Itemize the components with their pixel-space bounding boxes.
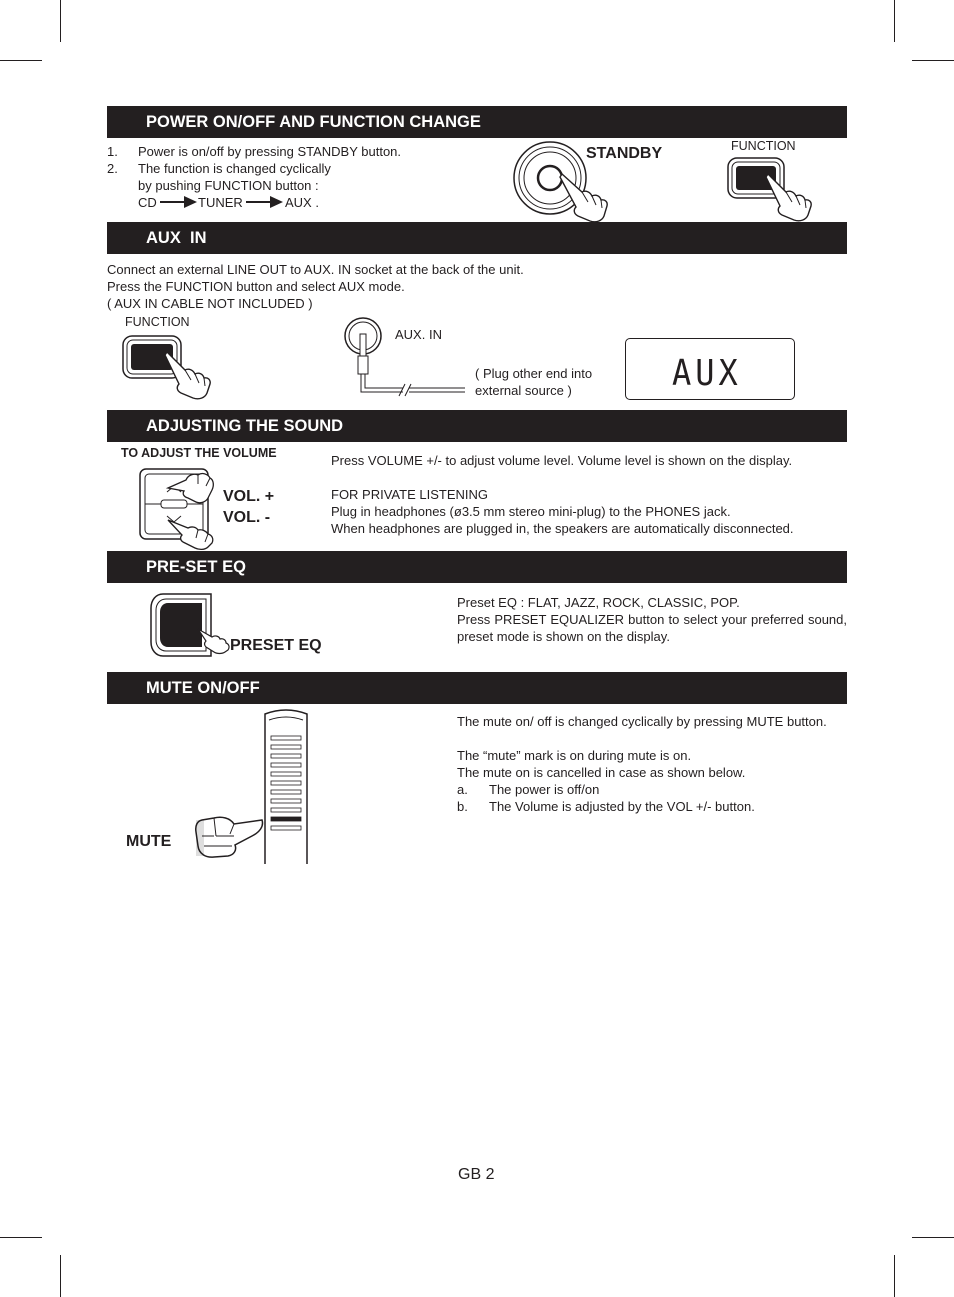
preset-eq-label: PRESET EQ [230,637,322,654]
pointing-hand-icon [194,812,264,862]
remote-key[interactable] [271,799,301,803]
sound-line: Plug in headphones (ø3.5 mm stereo mini-plug) to the PHONES jack. [331,504,731,519]
list-letter: a. [457,782,468,797]
sound-line: Press VOLUME +/- to adjust volume level. Volume level is shown on the display. [331,453,793,468]
list-text: Power is on/off by pressing STANDBY button. [138,144,402,159]
remote-key[interactable] [271,826,301,830]
cycle-item-cd: CD [138,195,157,210]
aux-in-label: AUX. IN [395,327,442,342]
section-header-power: POWER ON/OFF AND FUNCTION CHANGE [107,106,847,138]
crop-mark [60,1255,61,1297]
mute-key[interactable] [271,817,301,821]
remote-key[interactable] [271,754,301,758]
pointing-hand-icon [168,472,214,506]
volume-subheading: TO ADJUST THE VOLUME [121,446,277,460]
pointing-hand-icon [165,350,211,400]
pointing-hand-icon [560,172,610,224]
plug-note: external source ) [475,383,572,398]
list-text: The power is off/on [489,782,600,797]
crop-mark [0,60,42,61]
arrow-right-icon [246,196,284,208]
list-number: 1. [107,144,118,159]
list-text: by pushing FUNCTION button : [138,178,319,193]
crop-mark [60,0,61,42]
vol-minus-label: VOL. - [223,509,271,526]
list-text: The Volume is adjusted by the VOL +/- button. [489,799,755,814]
remote-key[interactable] [271,772,301,776]
list-letter: b. [457,799,468,814]
cycle-item-tuner: TUNER [198,195,243,210]
standby-label: STANDBY [586,145,663,162]
eq-line: Preset EQ : FLAT, JAZZ, ROCK, CLASSIC, POP. [457,595,740,610]
section-header-mute: MUTE ON/OFF [107,672,847,704]
mute-label[interactable]: MUTE [126,833,172,850]
vol-plus-label: VOL. + [223,488,275,505]
pointing-hand-icon [168,516,214,550]
mute-line: The mute on is cancelled in case as shown below. [457,765,746,780]
sound-line: When headphones are plugged in, the speakers are automatically disconnected. [331,521,794,536]
sound-line: FOR PRIVATE LISTENING [331,487,488,502]
crop-mark [912,60,954,61]
mute-line: The “mute” mark is on during mute is on. [457,748,692,763]
crop-mark [894,0,895,42]
crop-mark [894,1255,895,1297]
page-number: GB 2 [458,1166,495,1183]
cycle-item-aux: AUX . [285,195,319,210]
section-header-eq: PRE-SET EQ [107,551,847,583]
pointing-hand-icon [766,172,812,222]
list-number: 2. [107,161,118,176]
remote-key[interactable] [271,781,301,785]
section-header-aux: AUX IN [107,222,847,254]
plug-note: ( Plug other end into [475,366,593,381]
function-label: FUNCTION [125,315,190,329]
aux-line: Connect an external LINE OUT to AUX. IN socket at the back of the unit. [107,262,524,277]
remote-control [262,708,310,864]
remote-key[interactable] [271,736,301,740]
arrow-right-icon [160,196,198,208]
remote-key[interactable] [271,790,301,794]
remote-key[interactable] [271,808,301,812]
crop-mark [912,1237,954,1238]
mute-paragraph: The mute on/ off is changed cyclically by pressing MUTE button. [457,714,827,729]
eq-paragraph: Press PRESET EQUALIZER button to select your preferred sound, preset mode is shown on the display. [457,612,847,644]
crop-mark [0,1237,42,1238]
remote-key[interactable] [271,745,301,749]
aux-line: Press the FUNCTION button and select AUX mode. [107,279,405,294]
remote-key[interactable] [271,763,301,767]
section-header-sound: ADJUSTING THE SOUND [107,410,847,442]
list-text: The function is changed cyclically [138,161,331,176]
pointing-hand-icon [198,627,230,655]
aux-line: ( AUX IN CABLE NOT INCLUDED ) [107,296,313,311]
function-label: FUNCTION [731,139,796,153]
lcd-display-text: AUX [672,352,742,394]
